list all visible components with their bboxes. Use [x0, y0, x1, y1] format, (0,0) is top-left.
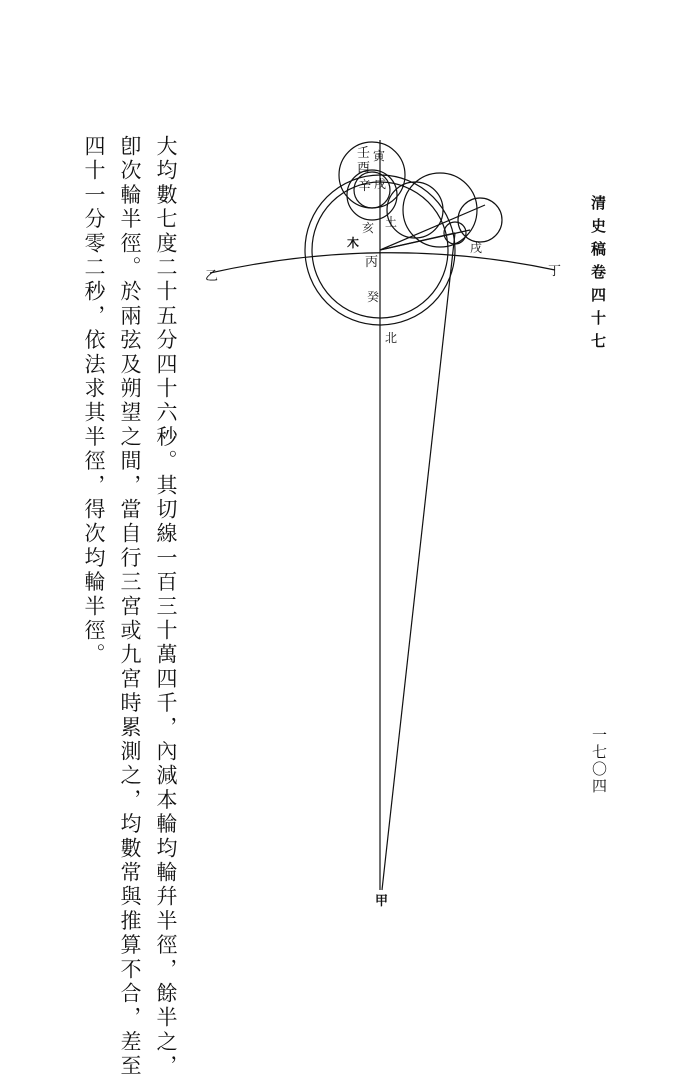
label-xu-top: 戌 [374, 177, 387, 191]
radial-line-lower [380, 233, 455, 250]
label-xu-right: 戌 [470, 241, 483, 255]
label-jia: 甲 [375, 894, 389, 909]
right-epicycle-3 [458, 198, 502, 242]
body-text-column-2: 卽次輪半徑。於兩弦及朔望之間，當自行三宮或九宮時累測之，均數常與推算不合，差至 [118, 135, 142, 1079]
label-bei: 北 [385, 331, 398, 345]
label-bing: 丙 [365, 255, 379, 270]
label-yi: 乙 [205, 269, 219, 284]
ecliptic-arc [210, 253, 555, 273]
label-yin: 寅 [373, 149, 386, 163]
running-title: 清史稿卷四十七 [589, 195, 607, 356]
label-you: 酉 [357, 161, 371, 176]
label-hai: 亥 [362, 221, 375, 235]
label-ren: 壬 [357, 146, 371, 161]
page-number: 一七〇四 [590, 727, 608, 795]
label-mu: 木 [347, 236, 360, 250]
body-text-column-1: 大均數七度二十五分四十六秒。其切線一百三十萬四千，內減本輪均輪幷半徑，餘半之， [154, 135, 178, 1079]
label-gui: 癸 [367, 290, 380, 304]
label-ding: 丁 [548, 264, 562, 279]
label-xin: 辛 [358, 179, 372, 194]
label-tu: 土 [385, 215, 398, 229]
body-text-column-3: 四十一分零二秒，依法求其半徑，得次均輪半徑。 [82, 135, 106, 668]
